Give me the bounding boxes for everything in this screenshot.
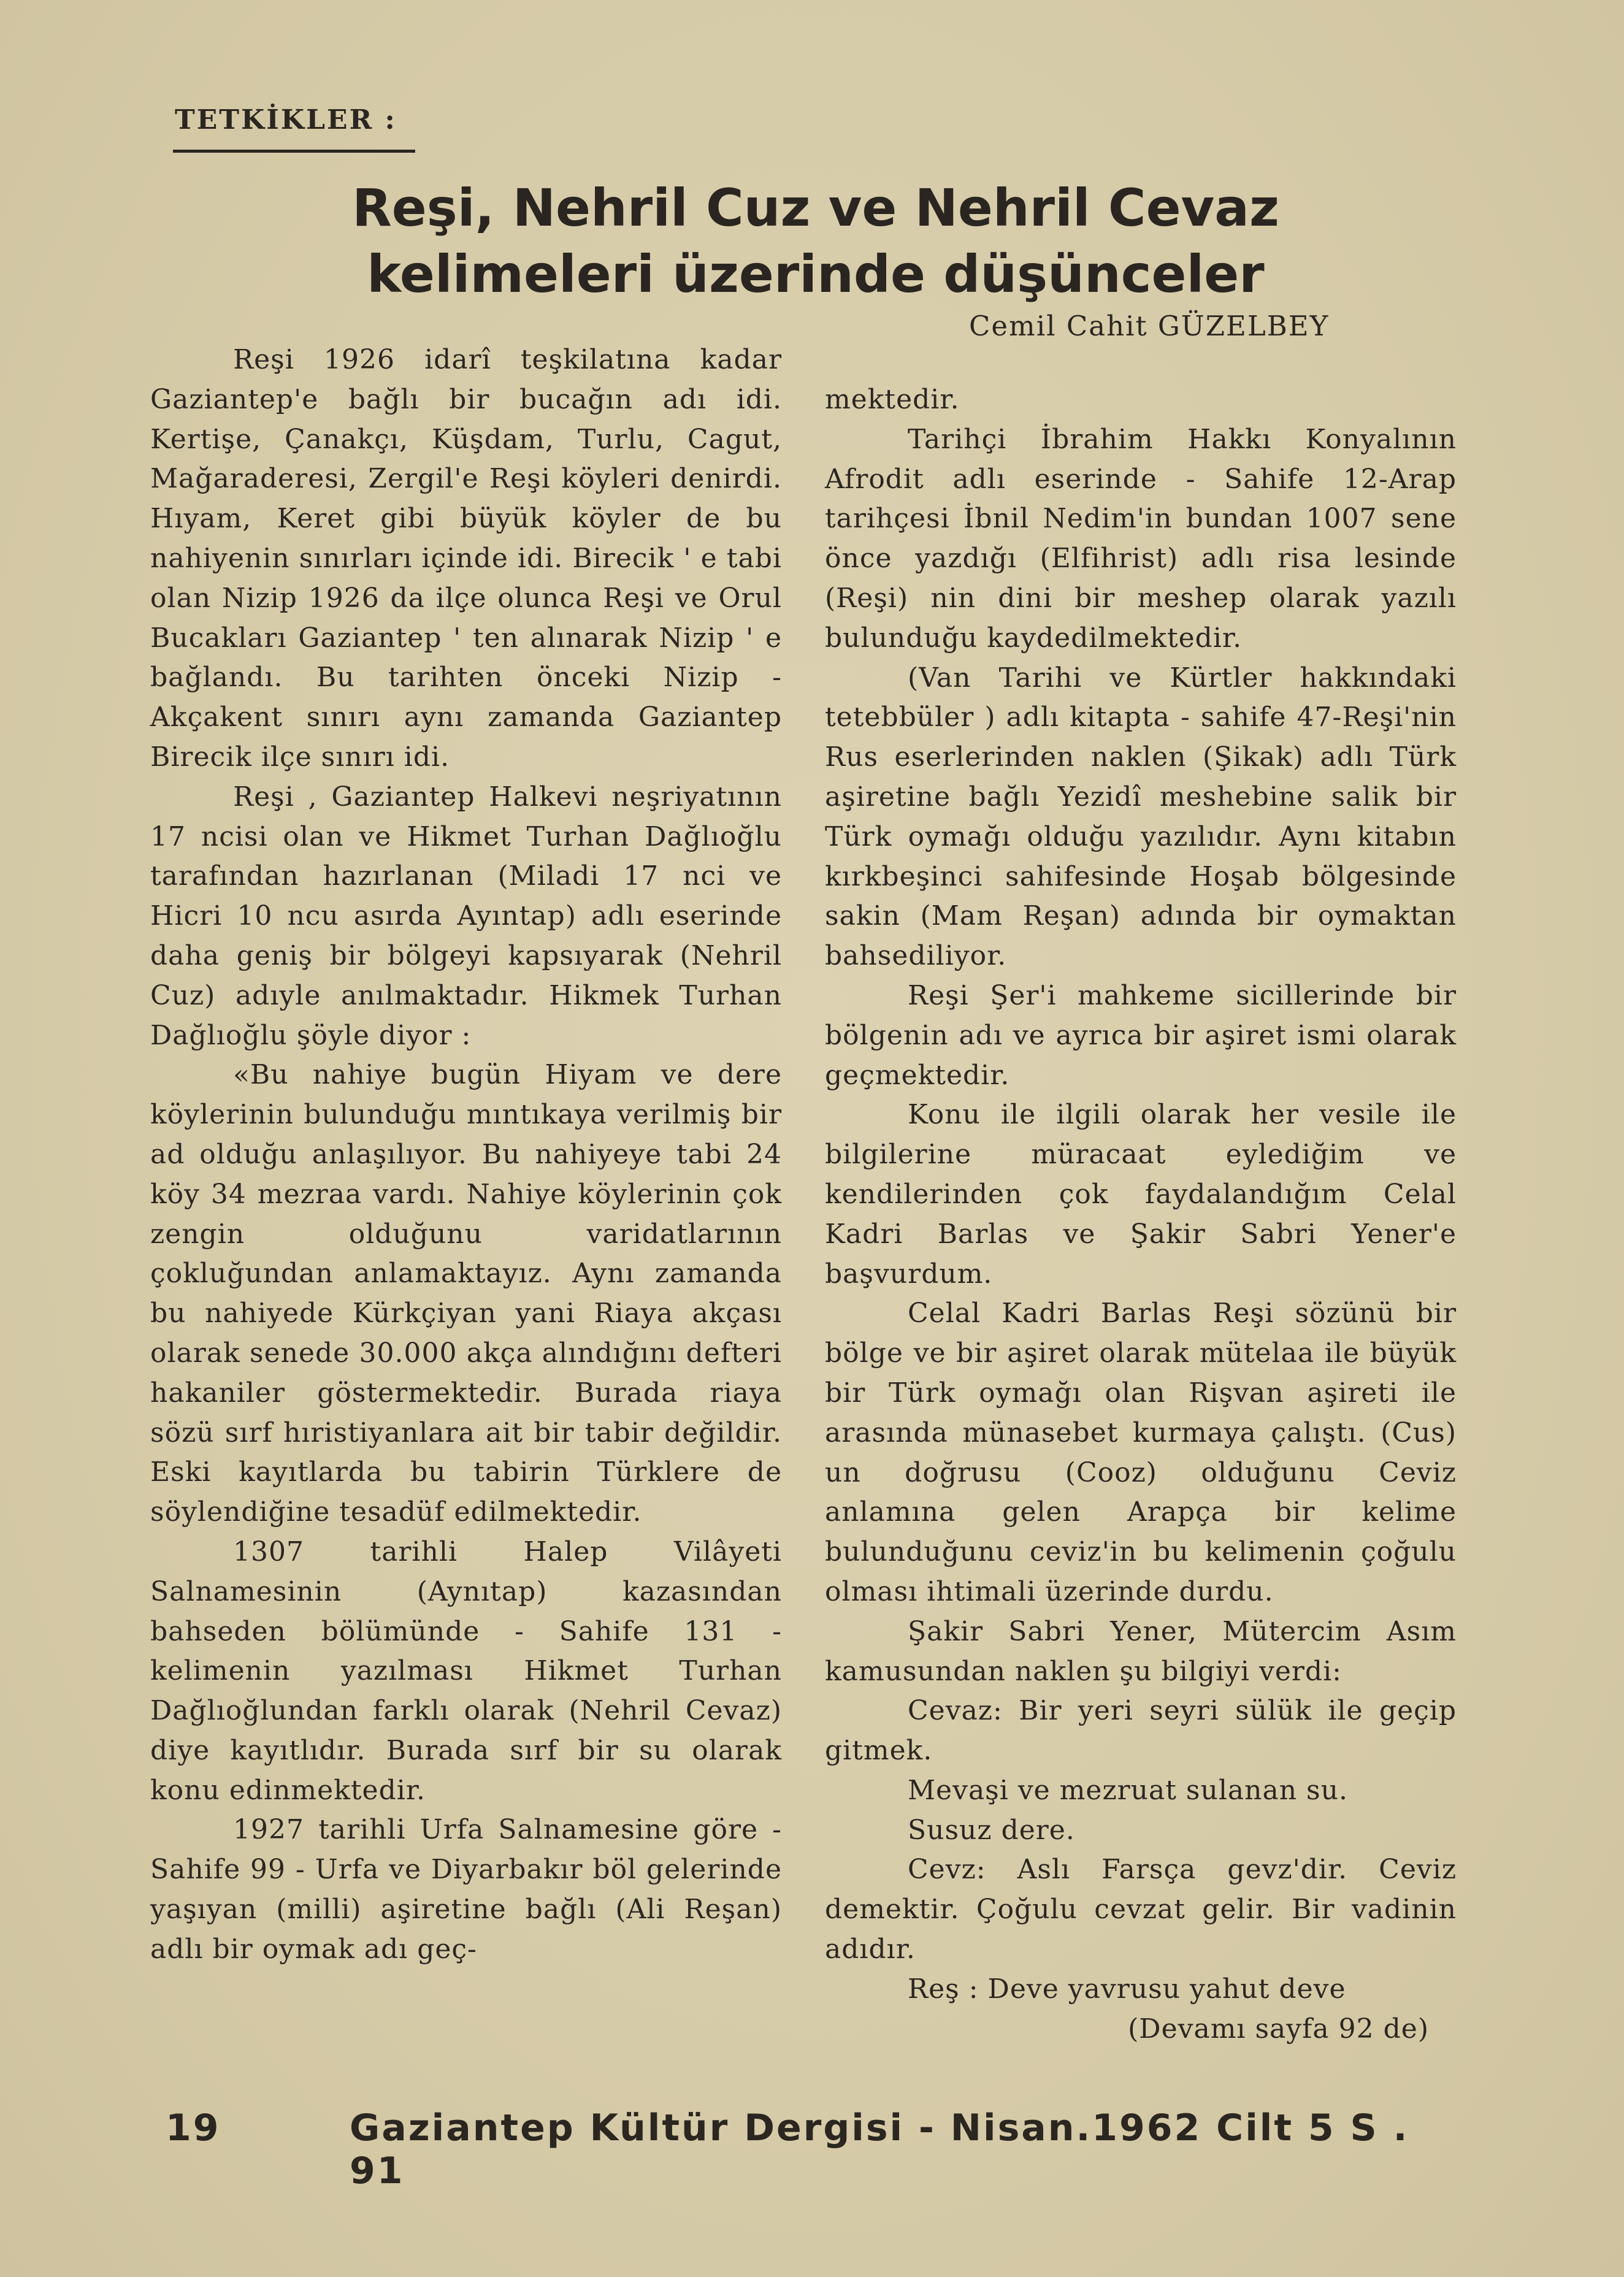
paragraph: Cevaz: Bir yeri seyri sülük ile geçip gitmek. [825, 1695, 1457, 1767]
paragraph: Konu ile ilgili olarak her vesile ile bilgilerine müracaat eylediğim ve kendilerinden çok faydalandığım Celal Kadri Barlas ve Şakir Sabri Yener'e başvurdum. [825, 1099, 1457, 1290]
paragraph: Şakir Sabri Yener, Mütercim Asım kamusundan naklen şu bilgiyi verdi: [825, 1615, 1457, 1687]
paragraph: Tarihçi İbrahim Hakkı Konyalının Afrodit adlı eserinde - Sahife 12-Arap tarihçesi İbnil Nedim'in bundan 1007 sene önce yazdığı (Elfihrist) adlı risa lesinde (Reşi) nin dini bir meshep olarak yazılı bulunduğu kaydedilmektedir. [825, 423, 1457, 654]
paragraph: 1307 tarihli Halep Vilâyeti Salnamesinin (Aynıtap) kazasından bahseden bölümünde - Sahife 131 - kelimenin yazılması Hikmet Turhan Dağlıoğlundan farklı olarak (Nehril Cevaz) diye kayıtlıdır. Burada sırf bir su olarak konu edinmektedir. [150, 1536, 782, 1806]
paragraph: Cevz: Aslı Farsça gevz'dir. Ceviz demektir. Çoğulu cevzat gelir. Bir vadinin adıdır. [825, 1854, 1457, 1965]
title-line-2: kelimeleri üzerinde düşünceler [367, 244, 1265, 304]
paragraph: Celal Kadri Barlas Reşi sözünü bir bölge ve bir aşiret olarak mütelaa ile büyük bir Türk oymağı olan Rişvan aşireti ile arasında münasebet kurmaya çalıştı. (Cus) un doğrusu (Cooz) olduğunu Ceviz anlamına gelen Arapça bir kelime bulunduğunu ceviz'in bu kelimenin çoğulu olması ihtimali üzerinde durdu. [825, 1298, 1457, 1607]
paragraph: mektedir. [825, 384, 960, 415]
page-number: 19 [166, 2107, 221, 2149]
article-title [184, 175, 1447, 307]
paragraph: Susuz dere. [908, 1814, 1075, 1846]
left-column [150, 340, 782, 1970]
paragraph: «Bu nahiye bugün Hiyam ve dere köylerinin bulunduğu mıntıkaya verilmiş bir ad olduğu anlaşılıyor. Bu nahiyeye tabi 24 köy 34 mezraa vardı. Nahiye köylerinin çok zengin olduğunu varidatlarının çokluğundan anlamaktayız. Aynı zamanda bu nahiyede Kürkçiyan yani Riaya akçası olarak senede 30.000 akça alındığını defteri hakaniler göstermektedir. Burada riaya sözü sırf hıristiyanlara ait bir tabir değildir. Eski kayıtlarda bu tabirin Türklere de söylendiğine tesadüf edilmektedir. [150, 1059, 782, 1528]
paragraph: 1927 tarihli Urfa Salnamesine göre - Sahife 99 - Urfa ve Diyarbakır böl gelerinde yaşıyan (milli) aşiretine bağlı (Ali Reşan) adlı bir oymak adı geç- [150, 1814, 782, 1965]
section-underline [173, 150, 415, 153]
continuation-note: (Devamı sayfa 92 de) [1128, 2013, 1429, 2045]
paragraph: Reş : Deve yavrusu yahut deve [908, 1973, 1346, 2005]
section-label: TETKİKLER : [175, 104, 397, 136]
title-line-1: Reşi, Nehril Cuz ve Nehril Cevaz [352, 178, 1279, 238]
right-column [825, 380, 1457, 2049]
paragraph: Reşi , Gaziantep Halkevi neşriyatının 17 ncisi olan ve Hikmet Turhan Dağlıoğlu tarafından hazırlanan (Miladi 17 nci ve Hicri 10 ncu asırda Ayıntap) adlı eserinde daha geniş bir bölgeyi kapsıyarak (Nehril Cuz) adıyle anılmaktadır. Hikmek Turhan Dağlıoğlu şöyle diyor : [150, 781, 782, 1051]
paragraph: Mevaşi ve mezruat sulanan su. [908, 1774, 1348, 1806]
author-name: Cemil Cahit GÜZELBEY [969, 310, 1330, 342]
paragraph: Reşi 1926 idarî teşkilatına kadar Gaziantep'e bağlı bir bucağın adı idi. Kertişe, Çanakçı, Küşdam, Turlu, Cagut, Mağaraderesi, Zergil'e Reşi köyleri denirdi. Hıyam, Keret gibi büyük köyler de bu nahiyenin sınırları içinde idi. Birecik ' e tabi olan Nizip 1926 da ilçe olunca Reşi ve Orul Bucakları Gaziantep ' ten alınarak Nizip ' e bağlandı. Bu tarihten önceki Nizip - Akçakent sınırı aynı zamanda Gaziantep Birecik ilçe sınırı idi. [150, 344, 782, 773]
paragraph: Reşi Şer'i mahkeme sicillerinde bir bölgenin adı ve ayrıca bir aşiret ismi olarak geçmektedir. [825, 979, 1457, 1091]
journal-info: Gaziantep Kültür Dergisi - Nisan.1962 Cilt 5 S . 91 [350, 2107, 1409, 2192]
paragraph: (Van Tarihi ve Kürtler hakkındaki tetebbüler ) adlı kitapta - sahife 47-Reşi'nin Rus eserlerinden naklen (Şikak) adlı Türk aşiretine bağlı Yezidî meshebine salik bir Türk oymağı olduğu yazılıdır. Aynı kitabın kırkbeşinci sahifesinde Hoşab bölgesinde sakin (Mam Reşan) adında bir oymaktan bahsediliyor. [825, 662, 1457, 972]
